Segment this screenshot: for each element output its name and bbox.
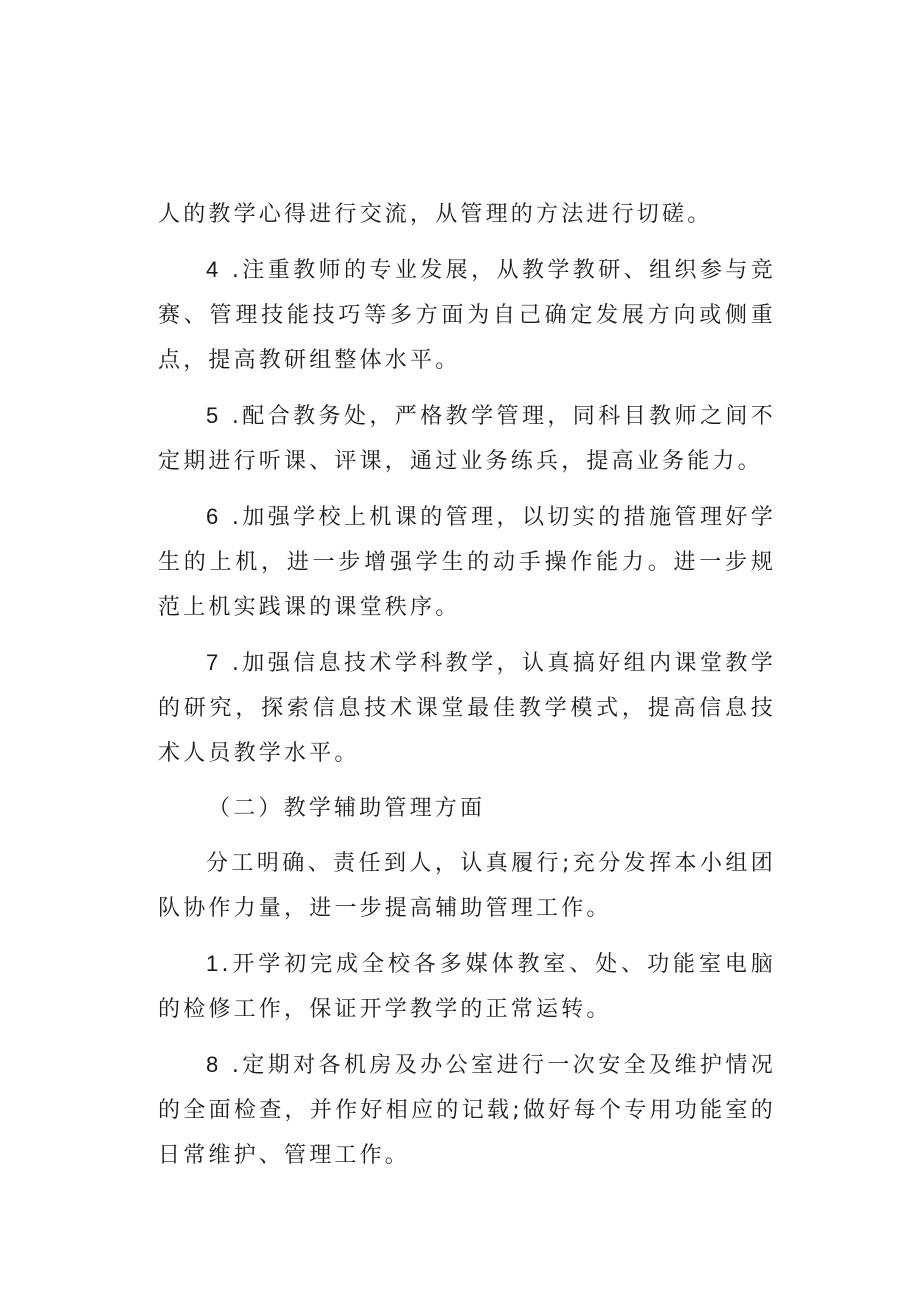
paragraph-item-4: [158, 247, 776, 383]
paragraph-text: .注重教师的专业发展，从教学教研、组织参与竞赛、管理技能技巧等多方面为自己确定发展方向或侧重点，提高教研组整体水平。: [158, 258, 776, 373]
heading-text: （二）教学辅助管理方面: [208, 796, 486, 821]
item-number: 8: [206, 1052, 222, 1077]
paragraph-continuation: [158, 192, 776, 237]
paragraph-text: .加强信息技术学科教学，认真搞好组内课堂教学的研究，探索信息技术课堂最佳教学模式，提高信息技术人员教学水平。: [158, 651, 776, 766]
paragraph-intro: [158, 841, 776, 931]
document-page: [158, 192, 776, 1188]
item-number: 1: [206, 951, 222, 976]
section-heading: [158, 786, 776, 831]
paragraph-text: .配合教务处，严格教学管理，同科目教师之间不定期进行听课、评课，通过业务练兵，提高业务能力。: [158, 404, 776, 474]
paragraph-item-5: [158, 393, 776, 484]
paragraph-item-8: [158, 1042, 776, 1178]
paragraph-text: 人的教学心得进行交流，从管理的方法进行切磋。: [158, 202, 713, 227]
item-number: 5: [206, 403, 222, 428]
item-number: 4: [206, 257, 222, 282]
paragraph-text: .开学初完成全校各多媒体教室、处、功能室电脑的检修工作，保证开学教学的正常运转。: [158, 952, 776, 1022]
paragraph-text: 分工明确、责任到人，认真履行;充分发挥本小组团队协作力量，进一步提高辅助管理工作。: [158, 851, 776, 921]
item-number: 7: [206, 650, 222, 675]
item-number: 6: [206, 504, 222, 529]
paragraph-item-7: [158, 640, 776, 776]
paragraph-item-1: [158, 941, 776, 1032]
paragraph-text: .定期对各机房及办公室进行一次安全及维护情况的全面检查，并作好相应的记载;做好每个专用功能室的日常维护、管理工作。: [158, 1053, 776, 1168]
paragraph-text: .加强学校上机课的管理，以切实的措施管理好学生的上机，进一步增强学生的动手操作能力。进一步规范上机实践课的课堂秩序。: [158, 505, 776, 620]
paragraph-item-6: [158, 494, 776, 630]
